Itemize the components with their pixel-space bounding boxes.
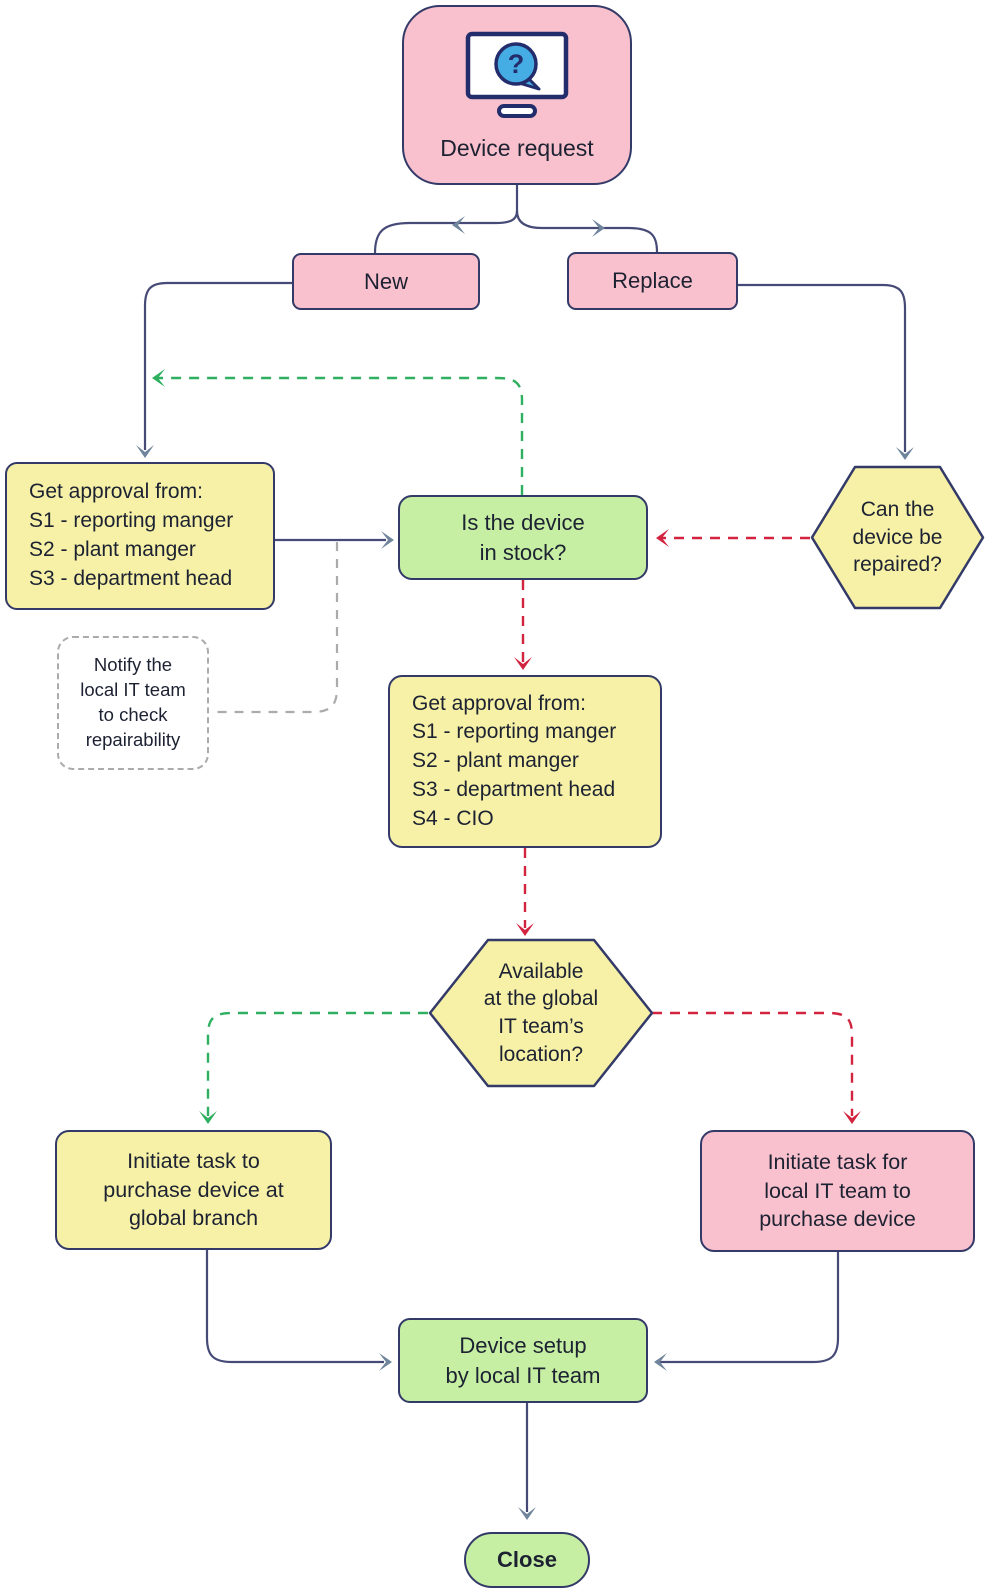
node-line: in stock?	[479, 539, 567, 565]
edge-local-to-setup	[660, 1252, 838, 1362]
node-label: Replace	[612, 268, 693, 294]
node-line: global branch	[128, 1206, 259, 1231]
node-line: repairability	[85, 728, 181, 750]
node-line: S1 - reporting manger	[412, 720, 617, 744]
node-device-request	[402, 5, 632, 185]
node-line: S3 - department head	[29, 566, 233, 590]
node-label: New	[363, 268, 408, 294]
monitor-question-icon	[465, 31, 569, 119]
node-line: Available	[498, 959, 584, 983]
node-purchase-local	[700, 1130, 975, 1252]
node-line: purchase device	[759, 1207, 916, 1232]
node-line: Initiate task to	[127, 1149, 260, 1174]
node-line: Notify the	[93, 654, 173, 676]
node-close	[464, 1532, 590, 1588]
node-line: Can the	[860, 497, 935, 521]
node-label: Device request	[440, 135, 594, 161]
node-new	[292, 253, 480, 310]
node-line: S3 - department head	[412, 777, 616, 801]
node-line: S2 - plant manger	[29, 538, 196, 561]
node-repair-hexagon	[810, 465, 985, 610]
node-stock-question	[398, 495, 648, 580]
node-replace	[567, 252, 738, 310]
node-line: location?	[498, 1042, 584, 1066]
node-line: S4 - CIO	[412, 806, 494, 830]
node-line: Initiate task for	[767, 1150, 908, 1175]
node-line: at the global	[483, 987, 599, 1011]
edge-global-to-setup	[207, 1250, 384, 1362]
svg-text:?: ?	[507, 49, 525, 79]
node-line: S2 - plant manger	[412, 749, 579, 773]
edge-replace-to-repair	[738, 285, 905, 452]
edge-location-yes	[208, 1013, 428, 1116]
node-line: local IT team	[80, 679, 186, 701]
node-purchase-global	[55, 1130, 332, 1250]
edge-branch-new	[375, 211, 517, 253]
edge-new-to-approval1	[145, 283, 292, 450]
node-line: local IT team to	[764, 1178, 911, 1203]
node-device-setup	[398, 1318, 648, 1403]
node-line: repaired?	[853, 553, 942, 577]
node-line: Device setup	[459, 1333, 587, 1359]
edge-location-no	[652, 1013, 852, 1116]
hexagon-text	[428, 938, 654, 1088]
node-line: IT team’s	[498, 1015, 584, 1038]
node-line: Get approval from:	[29, 480, 203, 504]
hexagon-text	[810, 465, 985, 610]
node-approval-1	[5, 462, 275, 610]
node-notify-local-it	[57, 636, 209, 770]
node-line: Is the device	[461, 510, 585, 536]
node-location-hexagon	[428, 938, 654, 1088]
node-line: to check	[98, 704, 168, 725]
node-line: S1 - reporting manger	[29, 509, 234, 533]
node-line: device be	[852, 525, 943, 549]
node-line: purchase device at	[103, 1177, 284, 1202]
edge-branch-replace	[517, 211, 657, 252]
node-label: Close	[497, 1547, 557, 1573]
node-approval-2	[388, 675, 662, 848]
node-line: Get approval from:	[412, 691, 586, 715]
node-line: by local IT team	[445, 1362, 601, 1388]
